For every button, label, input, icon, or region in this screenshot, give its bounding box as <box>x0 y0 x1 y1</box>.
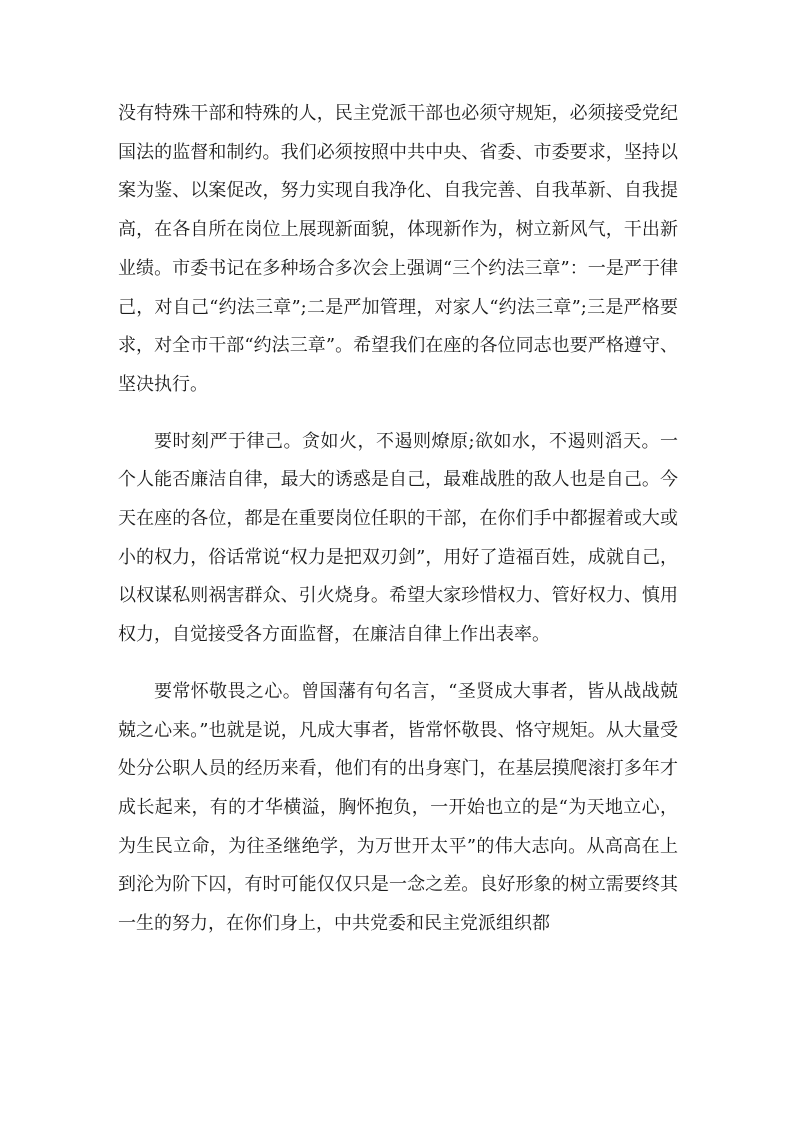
paragraph-2: 要时刻严于律己。贪如火，不遏则燎原;欲如水，不遏则滔天。一个人能否廉洁自律，最大的诱惑是自己，最难战胜的敌人也是自己。今天在座的各位，都是在重要岗位任职的干部，在你们手中都握着或大或小的权力，俗话常说“权力是把双刃剑”，用好了造福百姓，成就自己，以权谋私则祸害群众、引火烧身。希望大家珍惜权力、管好权力、慎用权力，自觉接受各方面监督，在廉洁自律上作出表率。 <box>118 430 678 646</box>
paragraph-3: 要常怀敬畏之心。曾国藩有句名言，“圣贤成大事者，皆从战战兢兢之心来。”也就是说，凡成大事者，皆常怀敬畏、恪守规矩。从大量受处分公职人员的经历来看，他们有的出身寒门，在基层摸爬滚打多年才成长起来，有的才华横溢，胸怀抱负，一开始也立的是“为天地立心，为生民立命，为往圣继绝学，为万世开太平”的伟大志向。从高高在上到沦为阶下囚，有时可能仅仅只是一念之差。良好形象的树立需要终其一生的努力，在你们身上，中共党委和民主党派组织都 <box>118 680 678 935</box>
document-body <box>118 95 678 944</box>
paragraph-gap <box>118 655 678 673</box>
paragraph-1: 没有特殊干部和特殊的人，民主党派干部也必须守规矩，必须接受党纪国法的监督和制约。我们必须按照中共中央、省委、市委要求，坚持以案为鉴、以案促改，努力实现自我净化、自我完善、自我革新、自我提高，在各自所在岗位上展现新面貌，体现新作为，树立新风气，干出新业绩。市委书记在多种场合多次会上强调“三个约法三章”：一是严于律己，对自己“约法三章”;二是严加管理，对家人“约法三章”;三是严格要求，对全市干部“约法三章”。希望我们在座的各位同志也要严格遵守、坚决执行。 <box>118 103 678 395</box>
paragraph-gap <box>118 405 678 423</box>
